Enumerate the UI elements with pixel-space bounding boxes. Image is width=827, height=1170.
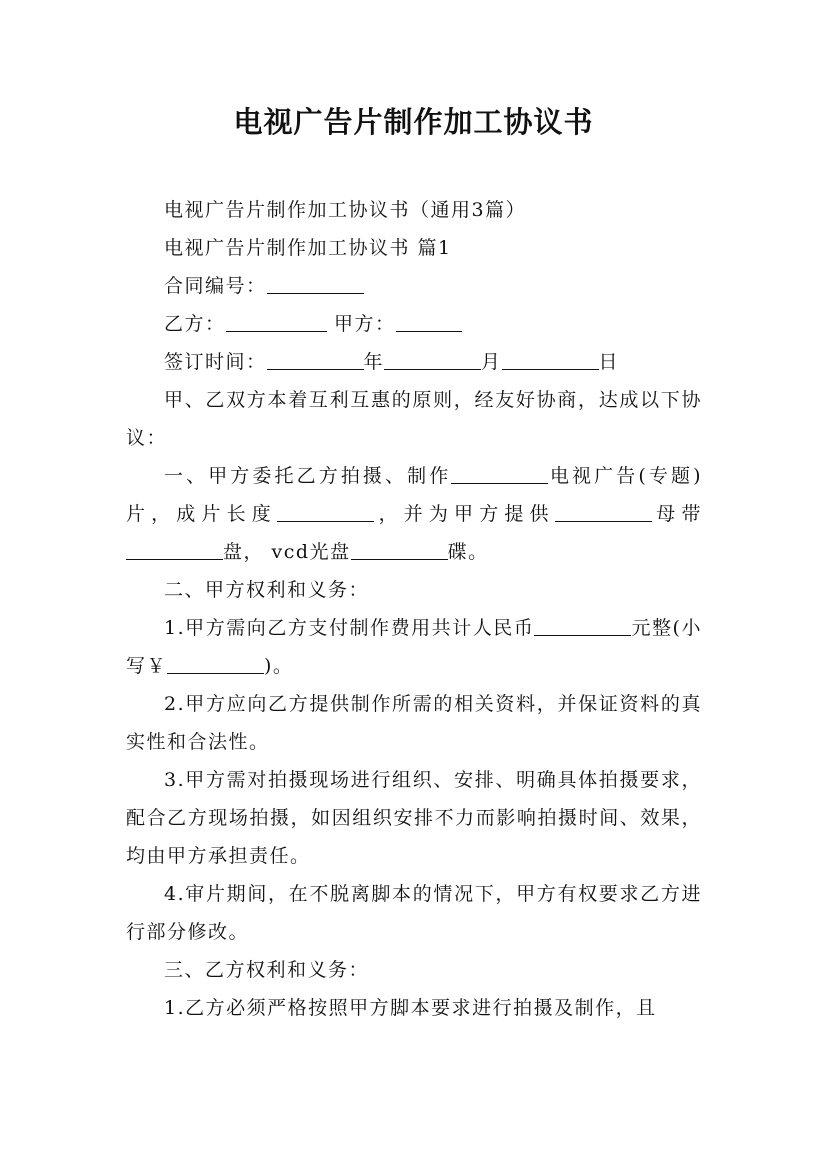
payment-small-blank (167, 651, 264, 674)
day-text: 日 (598, 351, 620, 373)
paragraph-party-a-4: 4.审片期间，在不脱离脚本的情况下，甲方有权要求乙方进行部分修改。 (126, 883, 702, 943)
paragraph-party-a-2: 2.甲方应向乙方提供制作所需的相关资料，并保证资料的真实性和合法性。 (126, 693, 702, 753)
month-text: 月 (481, 351, 502, 373)
clause-1-text-b: 电视广告(专题)片，成片长度 (126, 465, 702, 525)
payment-text-a: 1.甲方需向乙方支付制作费用共计人民币 (164, 617, 535, 639)
paragraph-party-a-3: 3.甲方需对拍摄现场进行组织、安排、明确具体拍摄要求，配合乙方现场拍摄，如因组织安排不力而影响拍摄时间、效果，均由甲方承担责任。 (126, 769, 702, 867)
year-text: 年 (363, 351, 385, 373)
clause-1-text-a: 一、甲方委托乙方拍摄、制作 (164, 465, 452, 487)
party-a-label: 甲方： (326, 313, 396, 335)
payment-text-c: )。 (264, 655, 294, 677)
paragraph-agreement-intro: 甲、乙双方本着互利互惠的原则，经友好协商，达成以下协议： (126, 389, 702, 449)
clause-1-blank-c (555, 499, 652, 522)
clause-1-text-d: 母带 (651, 503, 702, 525)
clause-1-blank-a (451, 461, 548, 484)
sign-date-label: 签订时间： (164, 351, 267, 373)
paragraph-party-b-1: 1.乙方必须严格按照甲方脚本要求进行拍摄及制作，且 (164, 997, 657, 1019)
paragraph-party-a-1 (126, 609, 702, 685)
paragraph-party-b-heading: 三、乙方权利和义务： (164, 959, 370, 981)
clause-1-text-f: 碟。 (447, 541, 489, 563)
document-title: 电视广告片制作加工协议书 (233, 105, 594, 139)
contract-number-blank (267, 271, 364, 294)
paragraph-subtitle: 电视广告片制作加工协议书（通用3篇） (164, 199, 527, 221)
paragraph-party-a-heading: 二、甲方权利和义务： (164, 579, 370, 601)
clause-1-text-e: 盘， vcd光盘 (223, 541, 351, 563)
paragraph-sign-date (126, 343, 702, 381)
paragraph-contract-number (126, 267, 702, 305)
party-a-blank (396, 309, 462, 332)
sign-day-blank (502, 347, 599, 370)
sign-year-blank (267, 347, 364, 370)
document-body (126, 191, 702, 1027)
party-b-blank (226, 309, 327, 332)
clause-1-blank-d (126, 537, 223, 560)
paragraph-clause-1 (126, 457, 702, 571)
paragraph-parties (126, 305, 702, 343)
contract-number-label: 合同编号： (164, 275, 267, 297)
clause-1-blank-e (351, 537, 448, 560)
clause-1-blank-b (277, 499, 374, 522)
payment-amount-blank (534, 613, 631, 636)
paragraph-section-heading: 电视广告片制作加工协议书 篇1 (164, 237, 452, 259)
party-b-label: 乙方： (164, 313, 226, 335)
payment-text-b: 元整(小写￥ (126, 617, 702, 677)
clause-1-text-c: ，并为甲方提供 (373, 503, 555, 525)
sign-month-blank (384, 347, 481, 370)
